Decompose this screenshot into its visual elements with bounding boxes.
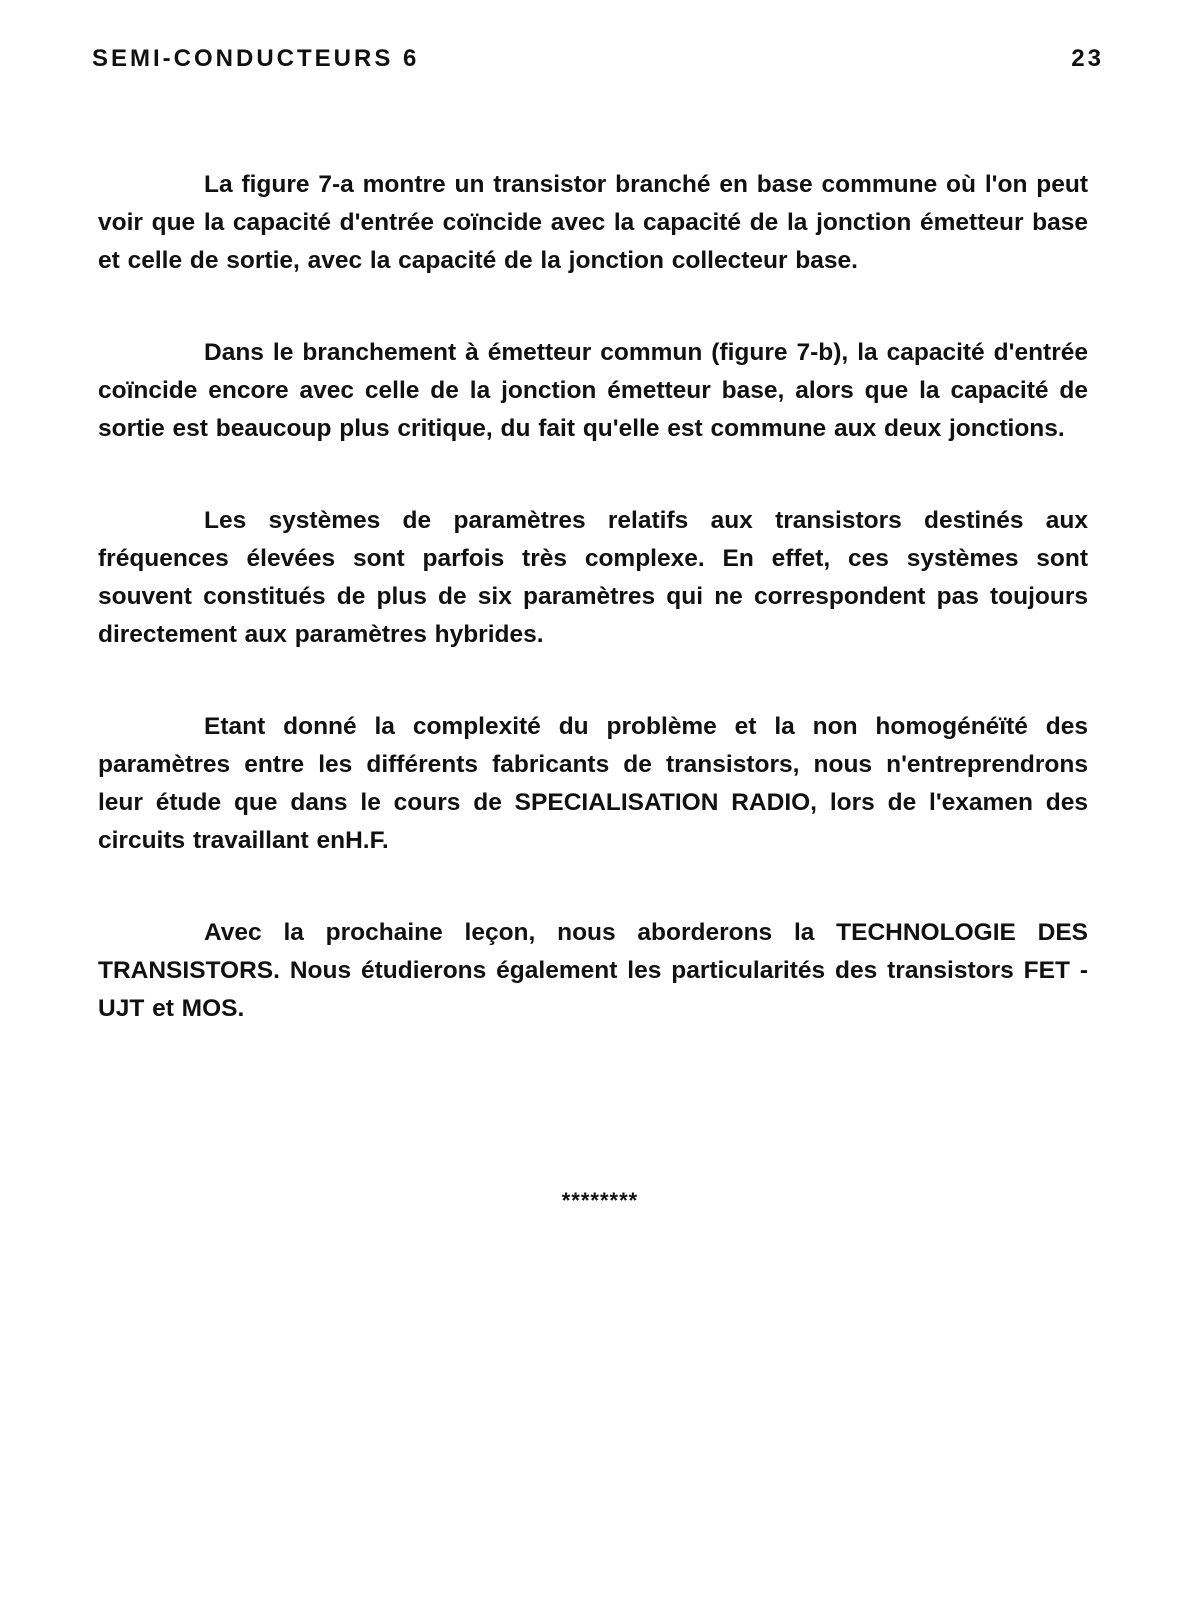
end-separator: ******** <box>561 1188 639 1213</box>
paragraph-4: Etant donné la complexité du problème et la non homogénéïté des paramètres entre les différents fabricants de transistors, nous n'entreprendrons leur étude que dans le cours de SPECIALISATION RADIO, lors de l'examen des circuits travaillant enH.F. <box>98 713 1088 854</box>
paragraph-2: Dans le branchement à émetteur commun (figure 7-b), la capacité d'entrée coïncide encore avec celle de la jonction émetteur base, alors que la capacité de sortie est beaucoup plus critique, du fait qu'elle est commune aux deux jonctions. <box>98 339 1088 442</box>
page-header <box>92 44 1104 74</box>
paragraph-1: La figure 7-a montre un transistor branché en base commune où l'on peut voir que la capacité d'entrée coïncide avec la capacité de la jonction émetteur base et celle de sortie, avec la capacité de la jonction collecteur base. <box>98 171 1088 274</box>
page-number: 23 <box>1071 45 1104 72</box>
paragraph-5: Avec la prochaine leçon, nous aborderons la TECHNOLOGIE DES TRANSISTORS. Nous étudierons également les particularités des transistors FET - UJT et MOS. <box>98 919 1088 1022</box>
running-title: SEMI-CONDUCTEURS 6 <box>92 45 420 72</box>
paragraph-3: Les systèmes de paramètres relatifs aux transistors destinés aux fréquences élevées sont parfois très complexe. En effet, ces systèmes sont souvent constitués de plus de six paramètres qui ne correspondent pas toujours directement aux paramètres hybrides. <box>98 507 1088 648</box>
body-text <box>98 166 1088 1082</box>
